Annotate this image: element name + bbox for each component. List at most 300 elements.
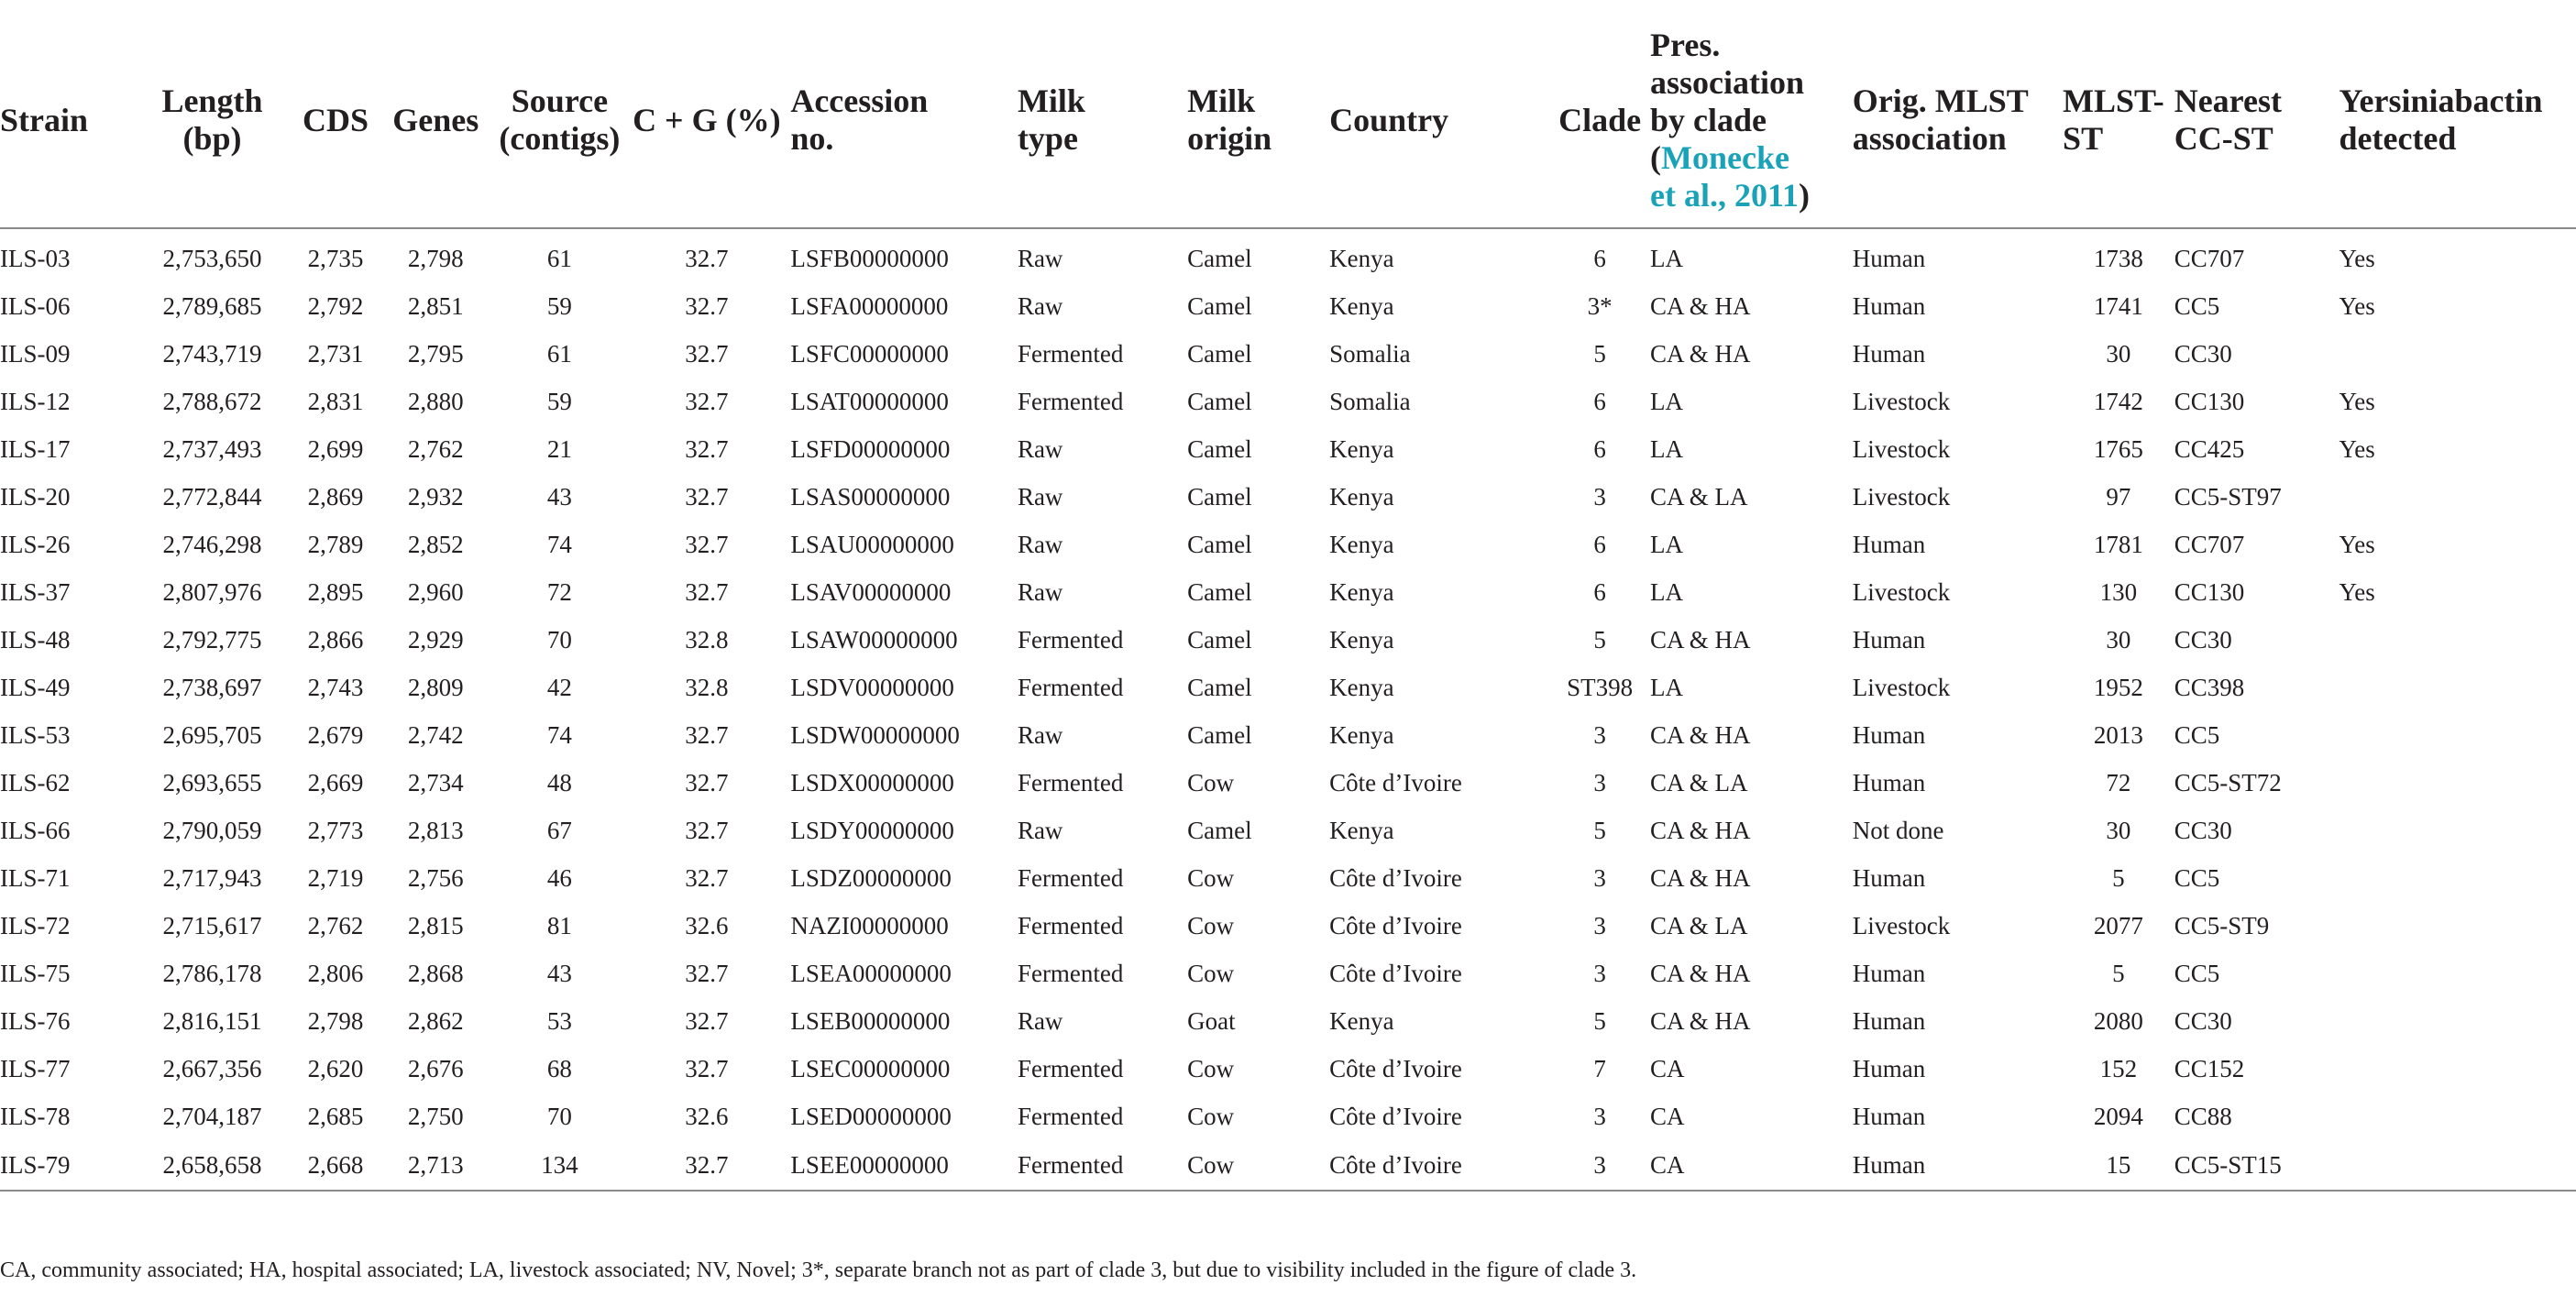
cell-yersiniabactin (2339, 997, 2576, 1045)
cell-genes: 2,756 (407, 863, 464, 892)
cell-accession: LSDW00000000 (790, 720, 960, 749)
cell-accession: LSDX00000000 (790, 768, 954, 796)
cell-country: Côte d’Ivoire (1329, 911, 1462, 939)
cell-milk-origin: Camel (1187, 291, 1252, 320)
cell-pres-assoc: LA (1650, 434, 1684, 463)
cell-nearest: CC707 (2174, 530, 2245, 558)
cell-nearest: CC152 (2174, 1054, 2245, 1082)
cell-accession: LSED00000000 (790, 1102, 952, 1130)
cell-source: 70 (546, 1102, 572, 1130)
cell-milk-origin: Camel (1187, 673, 1252, 701)
cell-orig-mlst: Human (1852, 959, 1926, 987)
header-orig-mlst: Orig. MLST association (1853, 13, 2063, 228)
cell-clade: 3 (1549, 1140, 1650, 1191)
cell-source: 61 (546, 339, 572, 368)
cell-clade: 3* (1587, 291, 1613, 320)
cell-cg: 32.7 (685, 816, 729, 844)
table-row (0, 1093, 2576, 1140)
cell-length: 2,786,178 (162, 959, 262, 987)
cell-milk-type: Raw (1017, 482, 1063, 511)
cell-cg: 32.8 (685, 625, 729, 653)
cell-cds: 2,743 (307, 673, 364, 701)
cell-length: 2,717,943 (162, 863, 262, 892)
cell-nearest: CC130 (2174, 387, 2245, 415)
table-body (0, 228, 2576, 1191)
cell-accession: LSDZ00000000 (790, 863, 952, 892)
cell-strain: ILS-49 (0, 673, 71, 701)
cell-orig-mlst: Human (1852, 339, 1926, 368)
cell-accession: LSFC00000000 (790, 339, 949, 368)
cell-clade: 3 (1593, 1102, 1606, 1130)
cell-milk-type: Fermented (1017, 625, 1124, 653)
cell-accession: LSAS00000000 (790, 482, 951, 511)
cell-milk-type: Fermented (1018, 1140, 1187, 1191)
cell-milk-type: Raw (1017, 530, 1063, 558)
cell-yersiniabactin (2339, 902, 2576, 950)
cell-cds: 2,762 (307, 911, 364, 939)
cell-cds: 2,679 (307, 720, 364, 749)
cell-milk-type: Raw (1017, 291, 1063, 320)
cell-length: 2,658,658 (128, 1140, 296, 1191)
cell-nearest: CC130 (2174, 577, 2245, 606)
table-row (0, 568, 2576, 616)
cell-genes: 2,932 (407, 482, 464, 511)
cell-nearest: CC30 (2174, 816, 2232, 844)
cell-cg: 32.7 (685, 482, 729, 511)
cell-genes: 2,676 (407, 1054, 464, 1082)
cell-cds: 2,869 (307, 482, 364, 511)
cell-cg: 32.7 (685, 1054, 729, 1082)
cell-pres-assoc: CA (1650, 1102, 1685, 1130)
cell-strain: ILS-66 (0, 816, 71, 844)
cell-orig-mlst: Livestock (1852, 673, 1951, 701)
cell-orig-mlst: Not done (1852, 816, 1944, 844)
cell-country: Kenya (1329, 720, 1394, 749)
cell-strain: ILS-75 (0, 959, 71, 987)
cell-nearest: CC30 (2174, 1006, 2232, 1035)
cell-milk-origin: Cow (1187, 1140, 1329, 1191)
cell-yersiniabactin (2339, 807, 2576, 854)
cell-mlst-st: 1765 (2093, 434, 2143, 463)
cell-genes: 2,750 (407, 1102, 464, 1130)
cell-yersiniabactin (2339, 616, 2576, 664)
header-genes: Genes (375, 13, 496, 228)
cell-yersiniabactin: Yes (2339, 244, 2375, 272)
header-length: Length (bp) (128, 13, 296, 228)
cell-country: Côte d’Ivoire (1329, 863, 1462, 892)
cell-source: 48 (546, 768, 572, 796)
cell-nearest: CC5-ST72 (2174, 768, 2282, 796)
cell-nearest: CC5-ST9 (2174, 911, 2270, 939)
cell-cds: 2,792 (307, 291, 364, 320)
cell-length: 2,695,705 (162, 720, 262, 749)
cell-source: 42 (546, 673, 572, 701)
cell-orig-mlst: Livestock (1852, 387, 1951, 415)
cell-nearest: CC707 (2174, 244, 2245, 272)
cell-strain: ILS-09 (0, 339, 71, 368)
table-footnote: CA, community associated; HA, hospital associated; LA, livestock associated; NV, Novel; 3*, separate branch not as part of clade 3, but due to visibility included in the figure of clade 3. (0, 1258, 1637, 1282)
cell-yersiniabactin (2339, 330, 2576, 378)
header-strain: Strain (0, 13, 128, 228)
cell-clade: 3 (1593, 911, 1606, 939)
cell-source: 43 (546, 482, 572, 511)
cell-mlst-st: 30 (2106, 816, 2131, 844)
cell-milk-origin: Camel (1187, 530, 1252, 558)
cell-clade: 5 (1593, 625, 1606, 653)
cell-yersiniabactin (2339, 664, 2576, 711)
cell-strain: ILS-53 (0, 720, 71, 749)
cell-cg: 32.7 (685, 720, 729, 749)
cell-clade: 5 (1593, 339, 1606, 368)
cell-pres-assoc: LA (1650, 530, 1684, 558)
header-mlst-st: MLST- ST (2063, 13, 2174, 228)
cell-milk-origin: Cow (1187, 768, 1235, 796)
cell-cg: 32.7 (685, 768, 729, 796)
cell-accession: LSFD00000000 (790, 434, 951, 463)
cell-milk-type: Raw (1017, 1006, 1063, 1035)
header-country: Country (1329, 13, 1549, 228)
cell-cds: 2,895 (307, 577, 364, 606)
cell-yersiniabactin (2339, 1093, 2576, 1140)
cell-mlst-st: 2077 (2093, 911, 2143, 939)
cell-orig-mlst: Livestock (1852, 434, 1951, 463)
cell-clade: ST398 (1567, 673, 1634, 701)
cell-accession: LSDY00000000 (790, 816, 954, 844)
cell-orig-mlst: Human (1852, 291, 1926, 320)
cell-cds: 2,731 (307, 339, 364, 368)
cell-cds: 2,719 (307, 863, 364, 892)
cell-mlst-st: 30 (2106, 339, 2131, 368)
cell-milk-origin: Camel (1187, 387, 1252, 415)
cell-mlst-st: 2013 (2093, 720, 2143, 749)
cell-orig-mlst: Human (1852, 720, 1926, 749)
cell-pres-assoc: CA & HA (1650, 816, 1751, 844)
cell-pres-assoc: LA (1650, 673, 1684, 701)
cell-milk-type: Fermented (1017, 1102, 1124, 1130)
cell-milk-origin: Camel (1187, 816, 1252, 844)
cell-genes: 2,795 (407, 339, 464, 368)
cell-pres-assoc: LA (1650, 387, 1684, 415)
cell-cg: 32.7 (685, 244, 729, 272)
cell-milk-origin: Camel (1187, 625, 1252, 653)
table-row (0, 1140, 2576, 1191)
cell-country: Kenya (1329, 291, 1394, 320)
cell-cg: 32.7 (622, 1140, 790, 1191)
cell-genes: 2,852 (407, 530, 464, 558)
cell-milk-origin: Camel (1187, 244, 1252, 272)
cell-clade: 6 (1593, 387, 1606, 415)
cell-pres-assoc: CA & HA (1650, 625, 1751, 653)
cell-genes: 2,762 (407, 434, 464, 463)
cell-genes: 2,929 (407, 625, 464, 653)
cell-yersiniabactin: Yes (2339, 530, 2375, 558)
cell-mlst-st: 152 (2099, 1054, 2138, 1082)
cell-pres-assoc: CA & HA (1650, 720, 1751, 749)
cell-orig-mlst: Human (1852, 1006, 1926, 1035)
strain-table (0, 13, 2576, 1192)
cell-mlst-st: 97 (2106, 482, 2131, 511)
cell-pres-assoc: CA & HA (1650, 339, 1751, 368)
cell-mlst-st: 130 (2099, 577, 2138, 606)
cell-clade: 3 (1593, 959, 1606, 987)
cell-nearest: CC88 (2174, 1102, 2232, 1130)
cell-accession: NAZI00000000 (790, 911, 949, 939)
cell-milk-type: Raw (1017, 816, 1063, 844)
cell-cg: 32.6 (685, 1102, 729, 1130)
cell-strain: ILS-77 (0, 1054, 71, 1082)
cell-genes: 2,815 (407, 911, 464, 939)
cell-cds: 2,798 (307, 1006, 364, 1035)
table-row (0, 425, 2576, 473)
cell-milk-origin: Camel (1187, 720, 1252, 749)
cell-nearest: CC5 (2174, 959, 2220, 987)
cell-cds: 2,685 (307, 1102, 364, 1130)
cell-clade: 3 (1593, 768, 1606, 796)
cell-length: 2,816,151 (162, 1006, 262, 1035)
cell-clade: 7 (1593, 1054, 1606, 1082)
cell-accession: LSAU00000000 (790, 530, 954, 558)
cell-milk-origin: Cow (1187, 959, 1235, 987)
table-row (0, 950, 2576, 997)
cell-yersiniabactin: Yes (2339, 434, 2375, 463)
cell-pres-assoc: CA & HA (1650, 1006, 1751, 1035)
cell-yersiniabactin (2339, 1140, 2576, 1191)
cell-orig-mlst: Human (1852, 625, 1926, 653)
cell-pres-assoc: CA (1650, 1140, 1853, 1191)
cell-mlst-st: 1742 (2093, 387, 2143, 415)
cell-country: Kenya (1329, 625, 1394, 653)
cell-genes: 2,742 (407, 720, 464, 749)
cell-nearest: CC425 (2174, 434, 2245, 463)
cell-strain: ILS-12 (0, 387, 71, 415)
header-cds: CDS (296, 13, 375, 228)
cell-genes: 2,880 (407, 387, 464, 415)
cell-length: 2,753,650 (162, 244, 262, 272)
cell-nearest: CC5-ST97 (2174, 482, 2282, 511)
cell-pres-assoc: LA (1650, 244, 1684, 272)
cell-milk-type: Fermented (1017, 768, 1124, 796)
cell-genes: 2,960 (407, 577, 464, 606)
cell-orig-mlst: Human (1852, 1102, 1926, 1130)
cell-cg: 32.7 (685, 577, 729, 606)
cell-source: 59 (546, 387, 572, 415)
cell-country: Kenya (1329, 1006, 1394, 1035)
cell-country: Côte d’Ivoire (1329, 959, 1462, 987)
cell-cg: 32.7 (685, 291, 729, 320)
cell-cds: 2,699 (307, 434, 364, 463)
cell-genes: 2,734 (407, 768, 464, 796)
cell-milk-origin: Camel (1187, 339, 1252, 368)
cell-milk-origin: Camel (1187, 577, 1252, 606)
cell-cg: 32.6 (685, 911, 729, 939)
cell-source: 74 (546, 530, 572, 558)
header-nearest-cc-st: Nearest CC-ST (2174, 13, 2339, 228)
cell-strain: ILS-78 (0, 1102, 71, 1130)
cell-milk-origin: Goat (1187, 1006, 1236, 1035)
header-yersiniabactin: Yersiniabactin detected (2339, 13, 2576, 228)
cell-country: Côte d’Ivoire (1329, 1140, 1549, 1191)
cell-mlst-st: 72 (2106, 768, 2131, 796)
cell-pres-assoc: CA & LA (1650, 482, 1748, 511)
cell-milk-type: Fermented (1017, 911, 1124, 939)
cell-cg: 32.7 (685, 863, 729, 892)
cell-cg: 32.7 (685, 959, 729, 987)
cell-clade: 5 (1593, 1006, 1606, 1035)
cell-nearest: CC5 (2174, 863, 2220, 892)
cell-strain: ILS-71 (0, 863, 71, 892)
cell-strain: ILS-79 (0, 1140, 128, 1191)
cell-orig-mlst: Human (1852, 244, 1926, 272)
cell-nearest: CC5 (2174, 291, 2220, 320)
cell-genes: 2,809 (407, 673, 464, 701)
cell-clade: 3 (1593, 482, 1606, 511)
cell-length: 2,737,493 (162, 434, 262, 463)
cell-cg: 32.7 (685, 434, 729, 463)
table-row (0, 1045, 2576, 1093)
cell-yersiniabactin (2339, 711, 2576, 759)
cell-clade: 6 (1593, 244, 1606, 272)
cell-accession: LSAW00000000 (790, 625, 958, 653)
cell-clade: 3 (1593, 863, 1606, 892)
cell-milk-origin: Cow (1187, 1054, 1235, 1082)
cell-milk-type: Raw (1017, 244, 1063, 272)
cell-cds: 2,831 (307, 387, 364, 415)
cell-source: 59 (546, 291, 572, 320)
cell-strain: ILS-76 (0, 1006, 71, 1035)
cell-length: 2,738,697 (162, 673, 262, 701)
cell-cg: 32.7 (685, 530, 729, 558)
cell-clade: 6 (1593, 434, 1606, 463)
cell-mlst-st: 1781 (2093, 530, 2143, 558)
cell-orig-mlst: Livestock (1852, 577, 1951, 606)
cell-mlst-st: 2094 (2093, 1102, 2143, 1130)
cell-strain: ILS-37 (0, 577, 71, 606)
cell-length: 2,746,298 (162, 530, 262, 558)
cell-source: 81 (546, 911, 572, 939)
cell-source: 61 (546, 244, 572, 272)
cell-source: 68 (546, 1054, 572, 1082)
cell-genes: 2,813 (407, 816, 464, 844)
cell-accession: LSFB00000000 (790, 244, 949, 272)
cell-source: 21 (546, 434, 572, 463)
cell-accession: LSEB00000000 (790, 1006, 951, 1035)
cell-country: Kenya (1329, 673, 1394, 701)
cell-country: Kenya (1329, 816, 1394, 844)
cell-pres-assoc: CA & HA (1650, 291, 1751, 320)
header-source: Source (contigs) (497, 13, 623, 228)
header-cg: C + G (%) (622, 13, 790, 228)
cell-source: 67 (546, 816, 572, 844)
table-row (0, 854, 2576, 902)
header-accession: Accession no. (790, 13, 1018, 228)
cell-yersiniabactin: Yes (2339, 291, 2375, 320)
cell-source: 134 (497, 1140, 623, 1191)
cell-mlst-st: 5 (2112, 863, 2125, 892)
cell-pres-assoc: CA & HA (1650, 959, 1751, 987)
cell-strain: ILS-72 (0, 911, 71, 939)
cell-orig-mlst: Livestock (1852, 482, 1951, 511)
cell-length: 2,743,719 (162, 339, 262, 368)
cell-pres-assoc: CA & LA (1650, 911, 1748, 939)
table-row (0, 616, 2576, 664)
cell-pres-assoc: CA & LA (1650, 768, 1748, 796)
cell-milk-origin: Cow (1187, 1102, 1235, 1130)
header-row (0, 13, 2576, 228)
cell-country: Kenya (1329, 434, 1394, 463)
cell-length: 2,772,844 (162, 482, 262, 511)
cell-country: Kenya (1329, 244, 1394, 272)
cell-country: Côte d’Ivoire (1329, 768, 1462, 796)
cell-length: 2,667,356 (162, 1054, 262, 1082)
cell-clade: 6 (1593, 577, 1606, 606)
cell-length: 2,788,672 (162, 387, 262, 415)
citation-link[interactable]: Monecke et al., 2011 (1650, 138, 1800, 214)
cell-yersiniabactin (2339, 854, 2576, 902)
table-row (0, 330, 2576, 378)
cell-source: 43 (546, 959, 572, 987)
cell-yersiniabactin (2339, 1045, 2576, 1093)
cell-country: Côte d’Ivoire (1329, 1102, 1462, 1130)
cell-cds: 2,773 (307, 816, 364, 844)
cell-milk-type: Fermented (1017, 339, 1124, 368)
cell-source: 70 (546, 625, 572, 653)
cell-pres-assoc: LA (1650, 577, 1684, 606)
cell-milk-type: Fermented (1017, 1054, 1124, 1082)
cell-orig-mlst: Human (1852, 530, 1926, 558)
cell-pres-assoc: CA (1650, 1054, 1685, 1082)
cell-strain: ILS-17 (0, 434, 71, 463)
cell-yersiniabactin: Yes (2339, 577, 2375, 606)
cell-nearest: CC5 (2174, 720, 2220, 749)
cell-yersiniabactin (2339, 473, 2576, 521)
cell-cg: 32.7 (685, 1006, 729, 1035)
cell-mlst-st: 1741 (2093, 291, 2143, 320)
table-row (0, 902, 2576, 950)
cell-accession: LSEC00000000 (790, 1054, 951, 1082)
header-pres-association: Pres. association by clade (Monecke et al., 2011) (1650, 13, 1853, 228)
cell-genes: 2,713 (375, 1140, 496, 1191)
cell-accession: LSFA00000000 (790, 291, 949, 320)
cell-strain: ILS-03 (0, 244, 71, 272)
cell-cds: 2,789 (307, 530, 364, 558)
cell-genes: 2,851 (407, 291, 464, 320)
cell-cds: 2,806 (307, 959, 364, 987)
cell-strain: ILS-62 (0, 768, 71, 796)
cell-milk-origin: Cow (1187, 863, 1235, 892)
cell-accession: LSAT00000000 (790, 387, 949, 415)
table-row (0, 759, 2576, 807)
cell-genes: 2,798 (407, 244, 464, 272)
cell-orig-mlst: Human (1852, 768, 1926, 796)
cell-cds: 2,620 (307, 1054, 364, 1082)
table-row (0, 378, 2576, 425)
cell-yersiniabactin: Yes (2339, 387, 2375, 415)
table-row (0, 282, 2576, 330)
cell-pres-assoc: CA & HA (1650, 863, 1751, 892)
cell-nearest: CC30 (2174, 625, 2232, 653)
cell-milk-type: Fermented (1017, 863, 1124, 892)
cell-milk-type: Raw (1017, 577, 1063, 606)
cell-country: Kenya (1329, 530, 1394, 558)
cell-length: 2,789,685 (162, 291, 262, 320)
cell-cds: 2,669 (307, 768, 364, 796)
cell-strain: ILS-06 (0, 291, 71, 320)
cell-milk-type: Fermented (1017, 959, 1124, 987)
table-row (0, 711, 2576, 759)
cell-milk-type: Raw (1017, 434, 1063, 463)
table-row (0, 521, 2576, 568)
cell-clade: 6 (1593, 530, 1606, 558)
